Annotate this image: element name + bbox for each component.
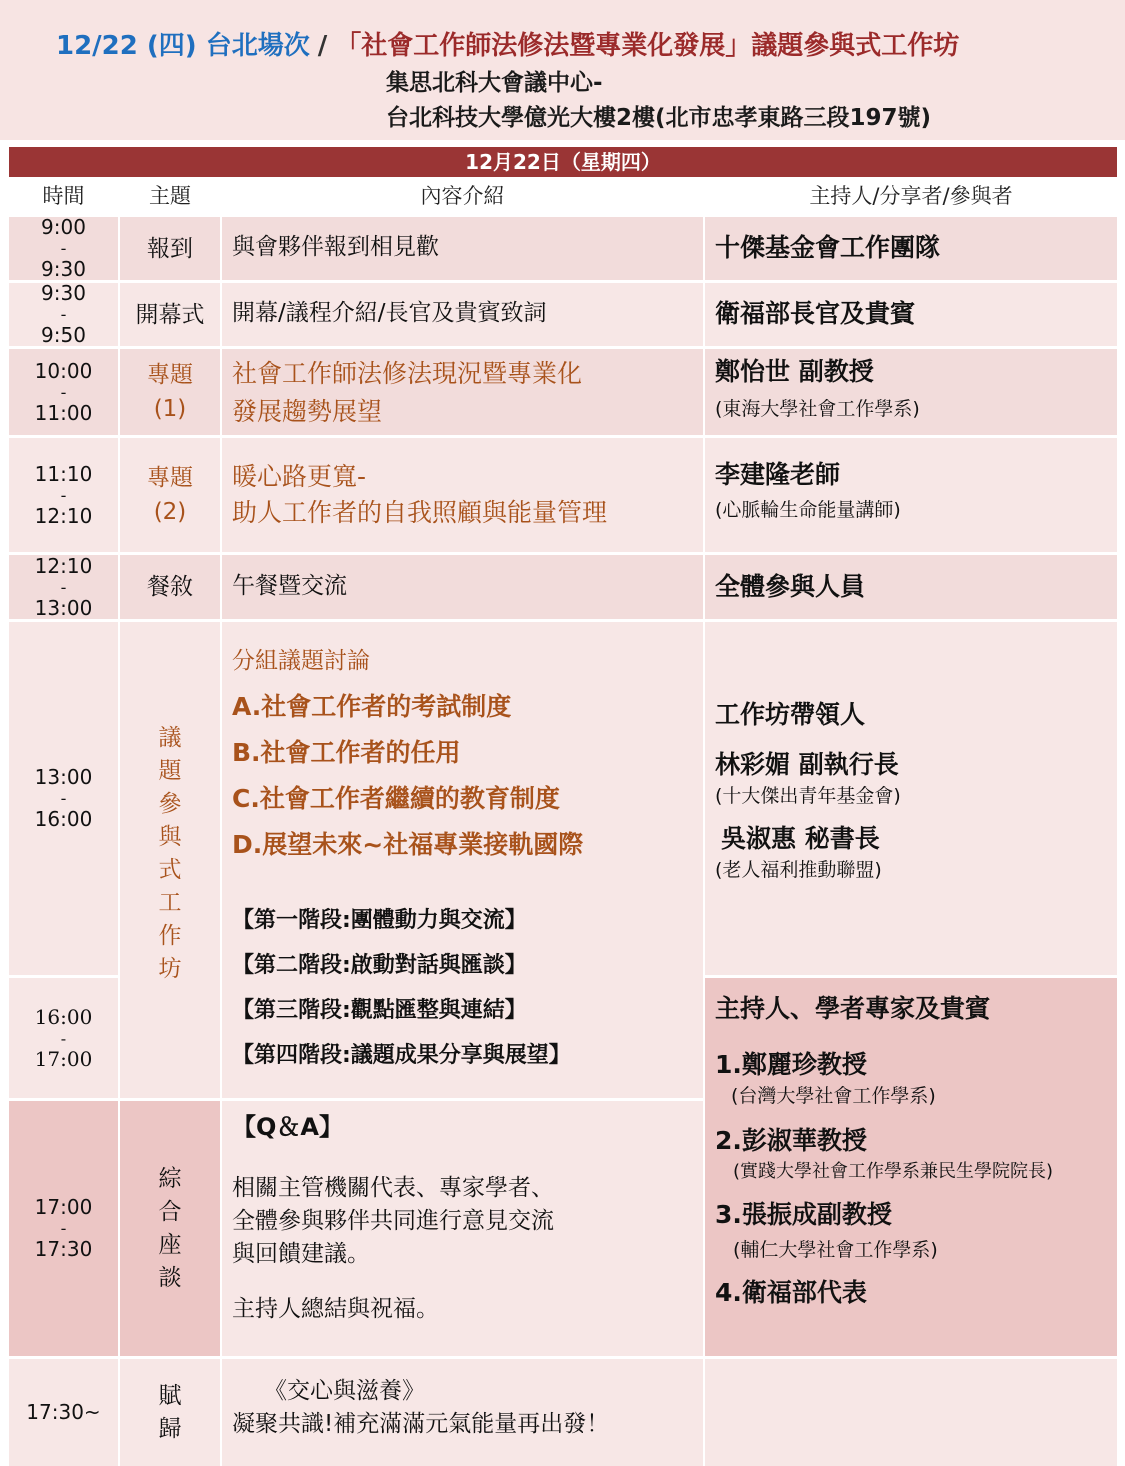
content-line: 發展趨勢展望 bbox=[232, 397, 383, 426]
content-cell bbox=[222, 1359, 703, 1466]
location-line-2: 台北科技大學億光大樓2樓(北市忠孝東路三段197號) bbox=[386, 105, 932, 131]
topic-char: 參 bbox=[158, 791, 182, 817]
time-dash: - bbox=[60, 1028, 67, 1048]
topic-label: 專題 bbox=[147, 362, 193, 388]
time-end: 12:10 bbox=[34, 503, 93, 528]
topic-label: 專題 bbox=[147, 465, 193, 491]
time-end: 17:00 bbox=[34, 1046, 93, 1071]
time-dash: - bbox=[60, 577, 67, 597]
panelist-affiliation: (台灣大學社會工作學系) bbox=[731, 1085, 936, 1107]
event-title: 「社會工作師法修法暨專業化發展」議題參與式工作坊 bbox=[335, 31, 960, 61]
content-line: 暖心路更寬- bbox=[232, 462, 367, 491]
time-start: 11:10 bbox=[34, 461, 93, 486]
host-cell bbox=[705, 555, 1117, 619]
time-end: 13:00 bbox=[34, 595, 93, 620]
topic-char: 題 bbox=[158, 758, 182, 784]
column-header-content: 內容介紹 bbox=[222, 177, 703, 215]
time-start: 17:00 bbox=[34, 1195, 93, 1219]
topic-char: 工 bbox=[158, 890, 182, 916]
topic-number: (1) bbox=[153, 396, 187, 422]
time-dash: - bbox=[60, 1219, 67, 1238]
time-end: 16:00 bbox=[34, 807, 93, 831]
discussion-item: C.社會工作者繼續的教育制度 bbox=[232, 784, 560, 813]
host-affiliation: (東海大學社會工作學系) bbox=[715, 398, 920, 420]
topic-cell bbox=[120, 349, 220, 435]
content-line: 與回饋建議。 bbox=[232, 1241, 370, 1267]
topic-cell bbox=[120, 1101, 220, 1356]
stage-item: 【第一階段:團體動力與交流】 bbox=[232, 908, 527, 933]
content-line: 相關主管機關代表、專家學者、 bbox=[232, 1175, 554, 1201]
time-end: 9:30 bbox=[41, 257, 86, 281]
host-cell bbox=[705, 438, 1117, 552]
time-start: 10:00 bbox=[34, 358, 93, 383]
column-header-host: 主持人/分享者/參與者 bbox=[705, 177, 1117, 215]
content-cell bbox=[222, 438, 703, 552]
topic-char: 談 bbox=[158, 1264, 182, 1291]
host-name: 鄭怡世 副教授 bbox=[715, 357, 874, 386]
host-name: 十傑基金會工作團隊 bbox=[715, 233, 941, 262]
time-cell bbox=[9, 283, 118, 346]
event-location bbox=[386, 66, 931, 136]
column-header-topic: 主題 bbox=[120, 177, 220, 215]
topic-char: 賦 bbox=[158, 1382, 182, 1409]
content-text: 午餐暨交流 bbox=[232, 573, 347, 599]
host-cell bbox=[705, 622, 1117, 975]
topic-cell bbox=[120, 622, 220, 1098]
content-cell bbox=[222, 622, 703, 1098]
content-text: 與會夥伴報到相見歡 bbox=[232, 234, 439, 260]
discussion-item: B.社會工作者的任用 bbox=[232, 738, 461, 767]
panelist-affiliation: (實踐大學社會工作學系兼民生學院院長) bbox=[733, 1161, 1054, 1182]
host-cell bbox=[705, 349, 1117, 435]
title-separator: / bbox=[317, 31, 328, 61]
time-dash: - bbox=[60, 382, 67, 402]
time-start: 12:10 bbox=[34, 553, 93, 578]
time-cell bbox=[9, 622, 118, 975]
discussion-item: A.社會工作者的考試制度 bbox=[232, 692, 512, 721]
stage-item: 【第二階段:啟動對話與匯談】 bbox=[232, 953, 527, 978]
discussion-lead: 分組議題討論 bbox=[232, 648, 370, 674]
time-start: 13:00 bbox=[34, 765, 93, 789]
topic-char: 與 bbox=[158, 824, 182, 850]
content-line: 助人工作者的自我照顧與能量管理 bbox=[232, 498, 608, 527]
host-role: 工作坊帶領人 bbox=[715, 700, 866, 729]
time-cell bbox=[9, 349, 118, 435]
qa-label: 【Q＆A】 bbox=[232, 1113, 343, 1141]
time-dash: - bbox=[60, 789, 67, 808]
time-end: 9:50 bbox=[41, 323, 86, 347]
time-dash: - bbox=[60, 239, 67, 258]
content-cell bbox=[222, 283, 703, 346]
panelist-name: 4.衛福部代表 bbox=[715, 1278, 867, 1307]
topic-char: 作 bbox=[158, 923, 182, 949]
topic-char: 坊 bbox=[158, 956, 182, 982]
event-date: 12/22 (四) 台北場次 bbox=[56, 31, 310, 61]
time-dash: - bbox=[60, 485, 67, 505]
host-name: 全體參與人員 bbox=[715, 572, 866, 601]
content-cell bbox=[222, 1101, 703, 1356]
topic-cell bbox=[120, 438, 220, 552]
panelist-name: 3.張振成副教授 bbox=[715, 1200, 892, 1229]
host-cell bbox=[705, 217, 1117, 280]
content-line: 全體參與夥伴共同進行意見交流 bbox=[232, 1208, 554, 1234]
time-cell bbox=[9, 555, 118, 619]
topic-cell bbox=[120, 283, 220, 346]
panelist-name: 1.鄭麗珍教授 bbox=[715, 1050, 867, 1079]
panelist-name: 2.彭淑華教授 bbox=[715, 1126, 867, 1155]
host-cell bbox=[705, 283, 1117, 346]
content-line: 《交心與滋養》 bbox=[264, 1378, 425, 1404]
content-line: 凝聚共識!補充滿滿元氣能量再出發！ bbox=[232, 1411, 610, 1437]
discussion-item: D.展望未來~社福專業接軌國際 bbox=[232, 830, 584, 859]
topic-char: 歸 bbox=[158, 1415, 182, 1442]
panel-cell bbox=[705, 978, 1117, 1356]
content-text: 開幕/議程介紹/長官及貴賓致詞 bbox=[232, 300, 547, 326]
content-cell bbox=[222, 349, 703, 435]
time-start: 9:30 bbox=[41, 281, 86, 305]
stage-item: 【第三階段:觀點匯整與連結】 bbox=[232, 998, 527, 1023]
location-line-1: 集思北科大會議中心- bbox=[386, 70, 603, 96]
content-line: 社會工作師法修法現況暨專業化 bbox=[232, 359, 583, 388]
topic-char: 座 bbox=[158, 1231, 182, 1258]
host-name: 衛福部長官及貴賓 bbox=[715, 299, 916, 328]
host-name: 林彩媚 副執行長 bbox=[715, 750, 899, 779]
time-cell bbox=[9, 1101, 118, 1356]
topic-label: 報到 bbox=[147, 235, 193, 262]
host-affiliation: (心脈輪生命能量講師) bbox=[715, 499, 901, 521]
panel-title: 主持人、學者專家及貴賓 bbox=[715, 994, 991, 1023]
time-end: 17:30 bbox=[34, 1237, 93, 1261]
column-header-time: 時間 bbox=[9, 177, 118, 215]
topic-cell bbox=[120, 1359, 220, 1466]
time-cell bbox=[9, 438, 118, 552]
closing-text: 主持人總結與祝福。 bbox=[232, 1296, 439, 1322]
topic-char: 議 bbox=[158, 725, 182, 751]
topic-char: 式 bbox=[158, 857, 182, 883]
topic-cell bbox=[120, 217, 220, 280]
page-header bbox=[0, 0, 1125, 140]
time-start: 17:30~ bbox=[26, 1400, 101, 1424]
host-affiliation: (老人福利推動聯盟) bbox=[715, 859, 882, 881]
day-banner: 12月22日（星期四） bbox=[9, 147, 1117, 177]
topic-char: 合 bbox=[158, 1198, 182, 1225]
page-title bbox=[56, 25, 959, 62]
host-name: 李建隆老師 bbox=[715, 460, 841, 489]
time-start: 9:00 bbox=[41, 215, 86, 239]
topic-cell bbox=[120, 555, 220, 619]
content-cell bbox=[222, 555, 703, 619]
content-cell bbox=[222, 217, 703, 280]
host-cell-empty bbox=[705, 1359, 1117, 1466]
time-start: 16:00 bbox=[34, 1004, 93, 1029]
time-cell bbox=[9, 1359, 118, 1466]
host-affiliation: (十大傑出青年基金會) bbox=[715, 785, 901, 807]
topic-label: 餐敘 bbox=[147, 574, 193, 600]
stage-item: 【第四階段:議題成果分享與展望】 bbox=[232, 1043, 571, 1068]
time-end: 11:00 bbox=[34, 400, 93, 425]
topic-label: 開幕式 bbox=[135, 301, 205, 328]
topic-number: (2) bbox=[153, 499, 187, 525]
time-cell bbox=[9, 217, 118, 280]
time-dash: - bbox=[60, 305, 67, 324]
host-name: 吳淑惠 秘書長 bbox=[721, 824, 880, 853]
topic-char: 綜 bbox=[158, 1165, 182, 1192]
panelist-affiliation: (輔仁大學社會工作學系) bbox=[733, 1239, 938, 1261]
time-cell bbox=[9, 978, 118, 1098]
